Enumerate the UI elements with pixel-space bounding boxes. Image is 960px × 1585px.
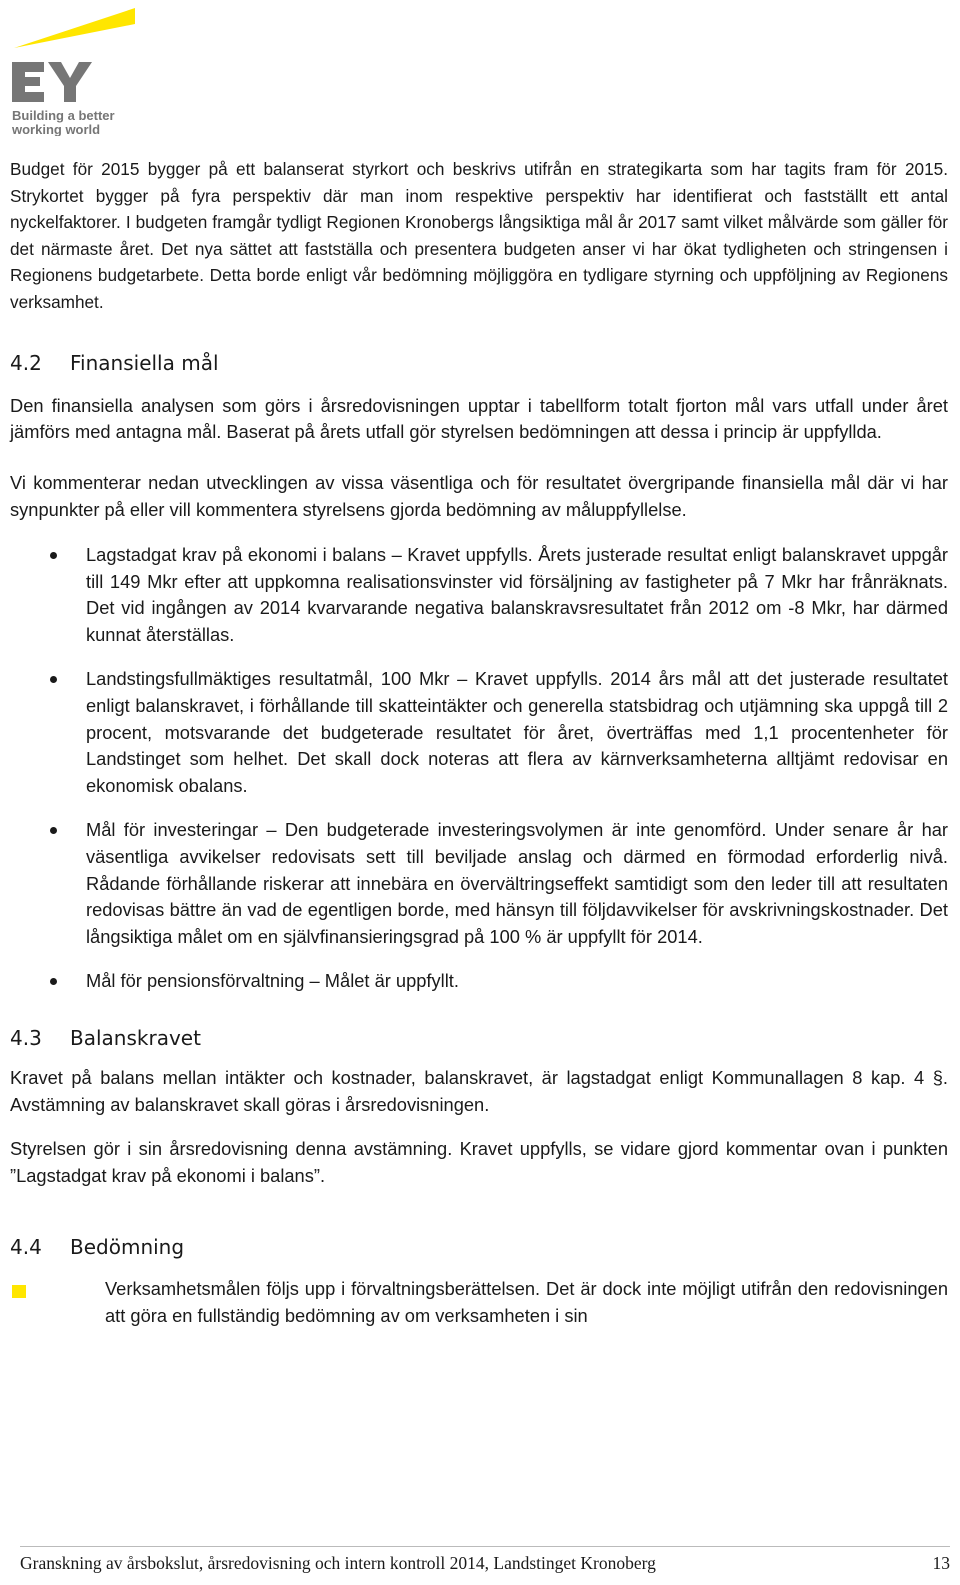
bullet-icon — [50, 978, 57, 985]
section-4-3-paragraph: Kravet på balans mellan intäkter och kostnader, balanskravet, är lagstadgat enligt Kommunallagen 8 kap. 4 §. Avstämning av balanskravet skall göras i årsredovisningen. — [10, 1066, 948, 1115]
list-item — [10, 666, 948, 800]
logo-tagline-line1: Building a better — [12, 108, 115, 123]
bullet-icon — [50, 552, 57, 559]
section-4-2-paragraph: Den finansiella analysen som görs i årsredovisningen upptar i tabellform totalt fjorton mål vars utfall under året jämförs med antagna mål. Baserat på årets utfall gör styrelsen bedömningen att dessa i princip är uppfyllda. — [10, 394, 948, 443]
logo-letters — [12, 62, 92, 102]
list-item — [10, 968, 948, 995]
page-footer — [20, 1546, 950, 1574]
yellow-square-bullet-icon — [12, 1285, 26, 1298]
section-number: 4.3 — [10, 1025, 42, 1050]
assessment-item — [10, 1276, 948, 1330]
section-number: 4.2 — [10, 350, 42, 375]
section-4-4-heading — [10, 1234, 948, 1260]
section-number: 4.4 — [10, 1234, 42, 1259]
report-page — [10, 156, 948, 1329]
list-item-text: Lagstadgat krav på ekonomi i balans – Kravet uppfylls. Årets justerade resultat enligt balanskravet uppgår till 149 Mkr efter att uppkomna realisationsvinster vid försäljning av fastigheter på 7 Mkr har frånräknats. Det vid ingången av 2014 kvarvarande negativa balanskravsresultatet från 2012 om -8 Mkr, har därmed kunnat återställas. — [86, 543, 948, 646]
section-title: Bedömning — [70, 1234, 185, 1259]
list-item-text: Mål för investeringar – Den budgeterade investeringsvolymen är inte genomförd. Under senare år har väsentliga avvikelser redovisats sett till beviljade anslag och därmed en förmodad erforderlig nivå. Rådande förhållande riskerar att innebära en övervältringseffekt samtidigt som den leder till att resultaten redovisas bättre än vad de egentligen borde, med hänsyn till följdavvikelser för avskrivningskostnader. Det långsiktiga målet om en självfinansieringsgrad på 100 % är uppfyllt för 2014. — [86, 818, 948, 948]
list-item — [10, 542, 948, 649]
list-item — [10, 817, 948, 951]
section-4-2-paragraph: Vi kommenterar nedan utvecklingen av vissa väsentliga och för resultatet övergripande finansiella mål där vi har synpunkter på eller vill kommentera styrelsens gjorda bedömning av måluppfyllelse. — [10, 472, 948, 520]
intro-paragraph: Budget för 2015 bygger på ett balanserat styrkort och beskrivs utifrån en strategikarta som har tagits fram för 2015. Strykortet bygger på fyra perspektiv där man inom respektive perspektiv har identifierat och fastställt ett antal nyckelfaktorer. I budgeten framgår tydligt Regionen Kronobergs långsiktiga mål år 2017 samt vilket målvärde som gäller för det närmaste året. Det nya sättet att fastställa och presentera budgeten anser vi har ökat tydligheten och stringensen i Regionens budgetarbete. Detta borde enligt vår bedömning möjliggöra en tydligare styrning och uppföljning av Regionens verksamhet. — [10, 159, 948, 312]
list-item-text: Mål för pensionsförvaltning – Målet är uppfyllt. — [86, 969, 459, 991]
footer-text: Granskning av årsbokslut, årsredovisning och intern kontroll 2014, Landstinget Kronoberg — [20, 1553, 656, 1573]
assessment-item-text: Verksamhetsmålen följs upp i förvaltningsberättelsen. Det är dock inte möjligt utifrån den redovisningen att göra en fullständig bedömning av om verksamheten i sin — [105, 1277, 948, 1326]
section-title: Balanskravet — [70, 1025, 201, 1050]
financial-goals-list — [10, 542, 948, 995]
section-4-2-heading — [10, 350, 948, 376]
bullet-icon — [50, 676, 57, 683]
ey-logo — [8, 4, 138, 136]
bullet-icon — [50, 827, 57, 834]
logo-beam — [14, 8, 135, 48]
section-4-3-paragraph: Styrelsen gör i sin årsredovisning denna avstämning. Kravet uppfylls, se vidare gjord kommentar ovan i punkten ”Lagstadgat krav på ekonomi i balans”. — [10, 1138, 948, 1187]
section-title: Finansiella mål — [70, 350, 219, 375]
page-number: 13 — [932, 1553, 950, 1573]
logo-tagline-line2: working world — [12, 122, 101, 136]
list-item-text: Landstingsfullmäktiges resultatmål, 100 Mkr – Kravet uppfylls. 2014 års mål att det justerade resultatet enligt balanskravet, i förhållande till skatteintäkter och generella statsbidrag och utjämning ska uppgå till 2 procent, motsvarande det budgeterade resultatet för året, överträffas med 1,1 procentenheter för Landstinget som helhet. Det skall dock noteras att flera av kärnverksamheterna alltjämt redovisar en ekonomisk obalans. — [86, 667, 948, 797]
section-4-3-heading — [10, 1025, 948, 1051]
